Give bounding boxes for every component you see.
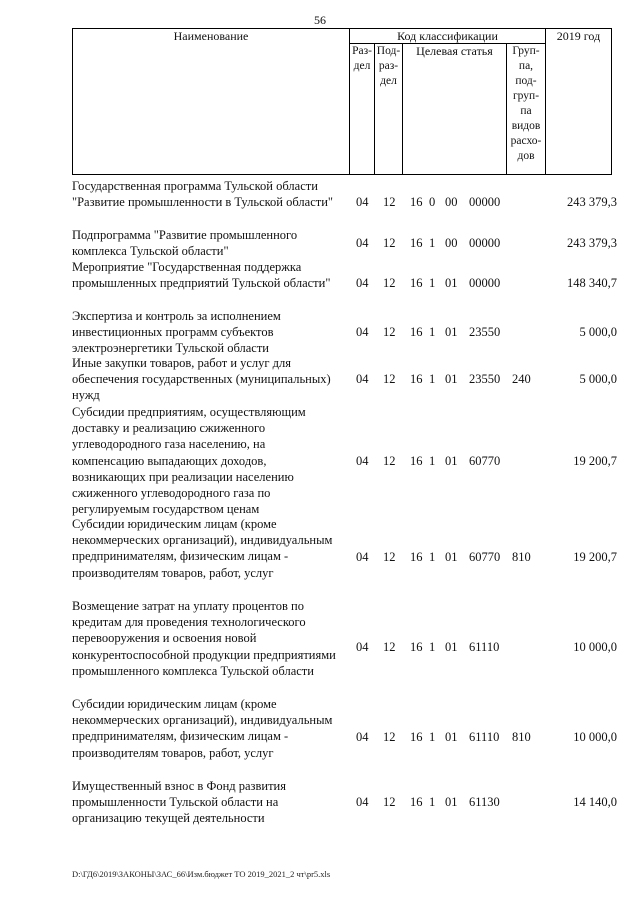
row-amount: 5 000,0 — [579, 325, 617, 339]
row-name: Мероприятие "Государственная поддержка промышленных предприятий Тульской области" — [72, 260, 331, 291]
table-row — [72, 355, 617, 405]
row-name: Имущественный взнос в Фонд развития промышленности Тульской области на организацию текущей деятельности — [72, 779, 286, 826]
table-row — [72, 778, 617, 828]
row-target-program: 16 — [410, 325, 423, 339]
row-target-direction: 61110 — [469, 640, 500, 654]
row-target-direction: 61130 — [469, 795, 500, 809]
row-target-subprogram: 1 — [429, 730, 436, 744]
header-group: Груп- па, под- груп- па видов расхо- дов — [510, 45, 542, 162]
row-podrazdel: 12 — [383, 236, 396, 250]
row-podrazdel: 12 — [383, 195, 396, 209]
row-name: Экспертиза и контроль за исполнением инвестиционных программ субъектов электроэнергетики Тульской области — [72, 309, 281, 356]
row-name: Субсидии юридическим лицам (кроме некоммерческих организаций), индивидуальным предпринимателям, физическим лицам - производителям товаров, работ, услуг — [72, 517, 333, 580]
row-podrazdel: 12 — [383, 795, 396, 809]
row-amount: 14 140,0 — [573, 795, 617, 809]
row-razdel: 04 — [356, 236, 369, 250]
table-row — [72, 259, 617, 292]
header-name: Наименование — [173, 29, 249, 43]
row-podrazdel: 12 — [383, 640, 396, 654]
row-target-direction: 61110 — [469, 730, 500, 744]
row-target-event: 01 — [445, 325, 458, 339]
row-target-event: 01 — [445, 372, 458, 386]
row-target-direction: 23550 — [469, 325, 501, 339]
file-path-footer: D:\ГД6\2019\ЗАКОНЫ\ЗАС_66\Изм.бюджет ТО 2019_2021_2 чт\pr5.xls — [72, 869, 331, 879]
row-podrazdel: 12 — [383, 454, 396, 468]
row-name: Субсидии предприятиям, осуществляющим доставку и реализацию сжиженного углеводородного газа населению, на компенсацию выпадающих доходов, возникающих при реализации населению сжиженного углеводородного газа по регулируемым государством ценам — [72, 405, 306, 517]
row-name: Государственная программа Тульской области "Развитие промышленности в Тульской области" — [72, 179, 334, 210]
row-target-event: 00 — [445, 236, 458, 250]
row-name: Субсидии юридическим лицам (кроме некоммерческих организаций), индивидуальным предпринимателям, физическим лицам - производителям товаров, работ, услуг — [72, 697, 333, 760]
table-row — [72, 598, 617, 680]
header-podrazdel: Под- раз- дел — [376, 45, 401, 87]
row-razdel: 04 — [356, 454, 369, 468]
row-target-program: 16 — [410, 640, 423, 654]
row-target-direction: 00000 — [469, 236, 501, 250]
row-target-event: 01 — [445, 276, 458, 290]
table-row — [72, 178, 617, 211]
row-target-event: 01 — [445, 795, 458, 809]
row-target-direction: 23550 — [469, 372, 501, 386]
row-razdel: 04 — [356, 276, 369, 290]
row-target-direction: 60770 — [469, 550, 501, 564]
row-target-event: 01 — [445, 640, 458, 654]
table-row — [72, 308, 617, 358]
row-podrazdel: 12 — [383, 372, 396, 386]
row-razdel: 04 — [356, 372, 369, 386]
row-target-subprogram: 1 — [429, 640, 436, 654]
row-amount: 19 200,7 — [573, 550, 617, 564]
table-row — [72, 516, 617, 582]
row-razdel: 04 — [356, 550, 369, 564]
row-amount: 19 200,7 — [573, 454, 617, 468]
row-target-subprogram: 1 — [429, 454, 436, 468]
row-amount: 5 000,0 — [579, 372, 617, 386]
row-amount: 148 340,7 — [567, 276, 617, 290]
row-target-subprogram: 1 — [429, 276, 436, 290]
row-amount: 10 000,0 — [573, 640, 617, 654]
row-razdel: 04 — [356, 195, 369, 209]
row-target-program: 16 — [410, 454, 423, 468]
table-row — [72, 696, 617, 762]
row-razdel: 04 — [356, 325, 369, 339]
row-target-event: 01 — [445, 730, 458, 744]
row-target-program: 16 — [410, 795, 423, 809]
header-year: 2019 год — [556, 29, 601, 43]
row-target-direction: 00000 — [469, 276, 501, 290]
row-target-subprogram: 1 — [429, 550, 436, 564]
row-target-event: 00 — [445, 195, 458, 209]
row-group: 810 — [512, 730, 531, 744]
page-number: 56 — [314, 13, 326, 27]
row-podrazdel: 12 — [383, 276, 396, 290]
row-target-subprogram: 1 — [429, 372, 436, 386]
row-name: Иные закупки товаров, работ и услуг для обеспечения государственных (муниципальных) нужд — [72, 356, 331, 403]
row-target-subprogram: 1 — [429, 325, 436, 339]
table-row — [72, 404, 617, 518]
row-amount: 243 379,3 — [567, 236, 617, 250]
row-amount: 10 000,0 — [573, 730, 617, 744]
row-target-event: 01 — [445, 550, 458, 564]
row-target-program: 16 — [410, 195, 423, 209]
row-razdel: 04 — [356, 730, 369, 744]
row-group: 810 — [512, 550, 531, 564]
row-podrazdel: 12 — [383, 730, 396, 744]
row-name: Возмещение затрат на уплату процентов по кредитам для проведения технологического перевооружения и освоения новой конкурентоспособной продукции предприятиями промышленного комплекса Тульской области — [72, 599, 336, 678]
row-target-subprogram: 1 — [429, 795, 436, 809]
row-target-direction: 60770 — [469, 454, 501, 468]
row-target-program: 16 — [410, 372, 423, 386]
row-razdel: 04 — [356, 795, 369, 809]
row-target-program: 16 — [410, 276, 423, 290]
table-row — [72, 227, 617, 260]
row-podrazdel: 12 — [383, 550, 396, 564]
row-target-program: 16 — [410, 730, 423, 744]
header-razdel: Раз- дел — [352, 45, 372, 72]
row-group: 240 — [512, 372, 531, 386]
row-amount: 243 379,3 — [567, 195, 617, 209]
row-target-direction: 00000 — [469, 195, 501, 209]
row-target-subprogram: 1 — [429, 236, 436, 250]
row-podrazdel: 12 — [383, 325, 396, 339]
header-classification: Код классификации — [397, 29, 498, 43]
row-target-subprogram: 0 — [429, 195, 436, 209]
row-target-program: 16 — [410, 236, 423, 250]
row-name: Подпрограмма "Развитие промышленного комплекса Тульской области" — [72, 228, 298, 259]
header-target: Целевая статья — [416, 44, 493, 58]
row-razdel: 04 — [356, 640, 369, 654]
row-target-program: 16 — [410, 550, 423, 564]
row-target-event: 01 — [445, 454, 458, 468]
